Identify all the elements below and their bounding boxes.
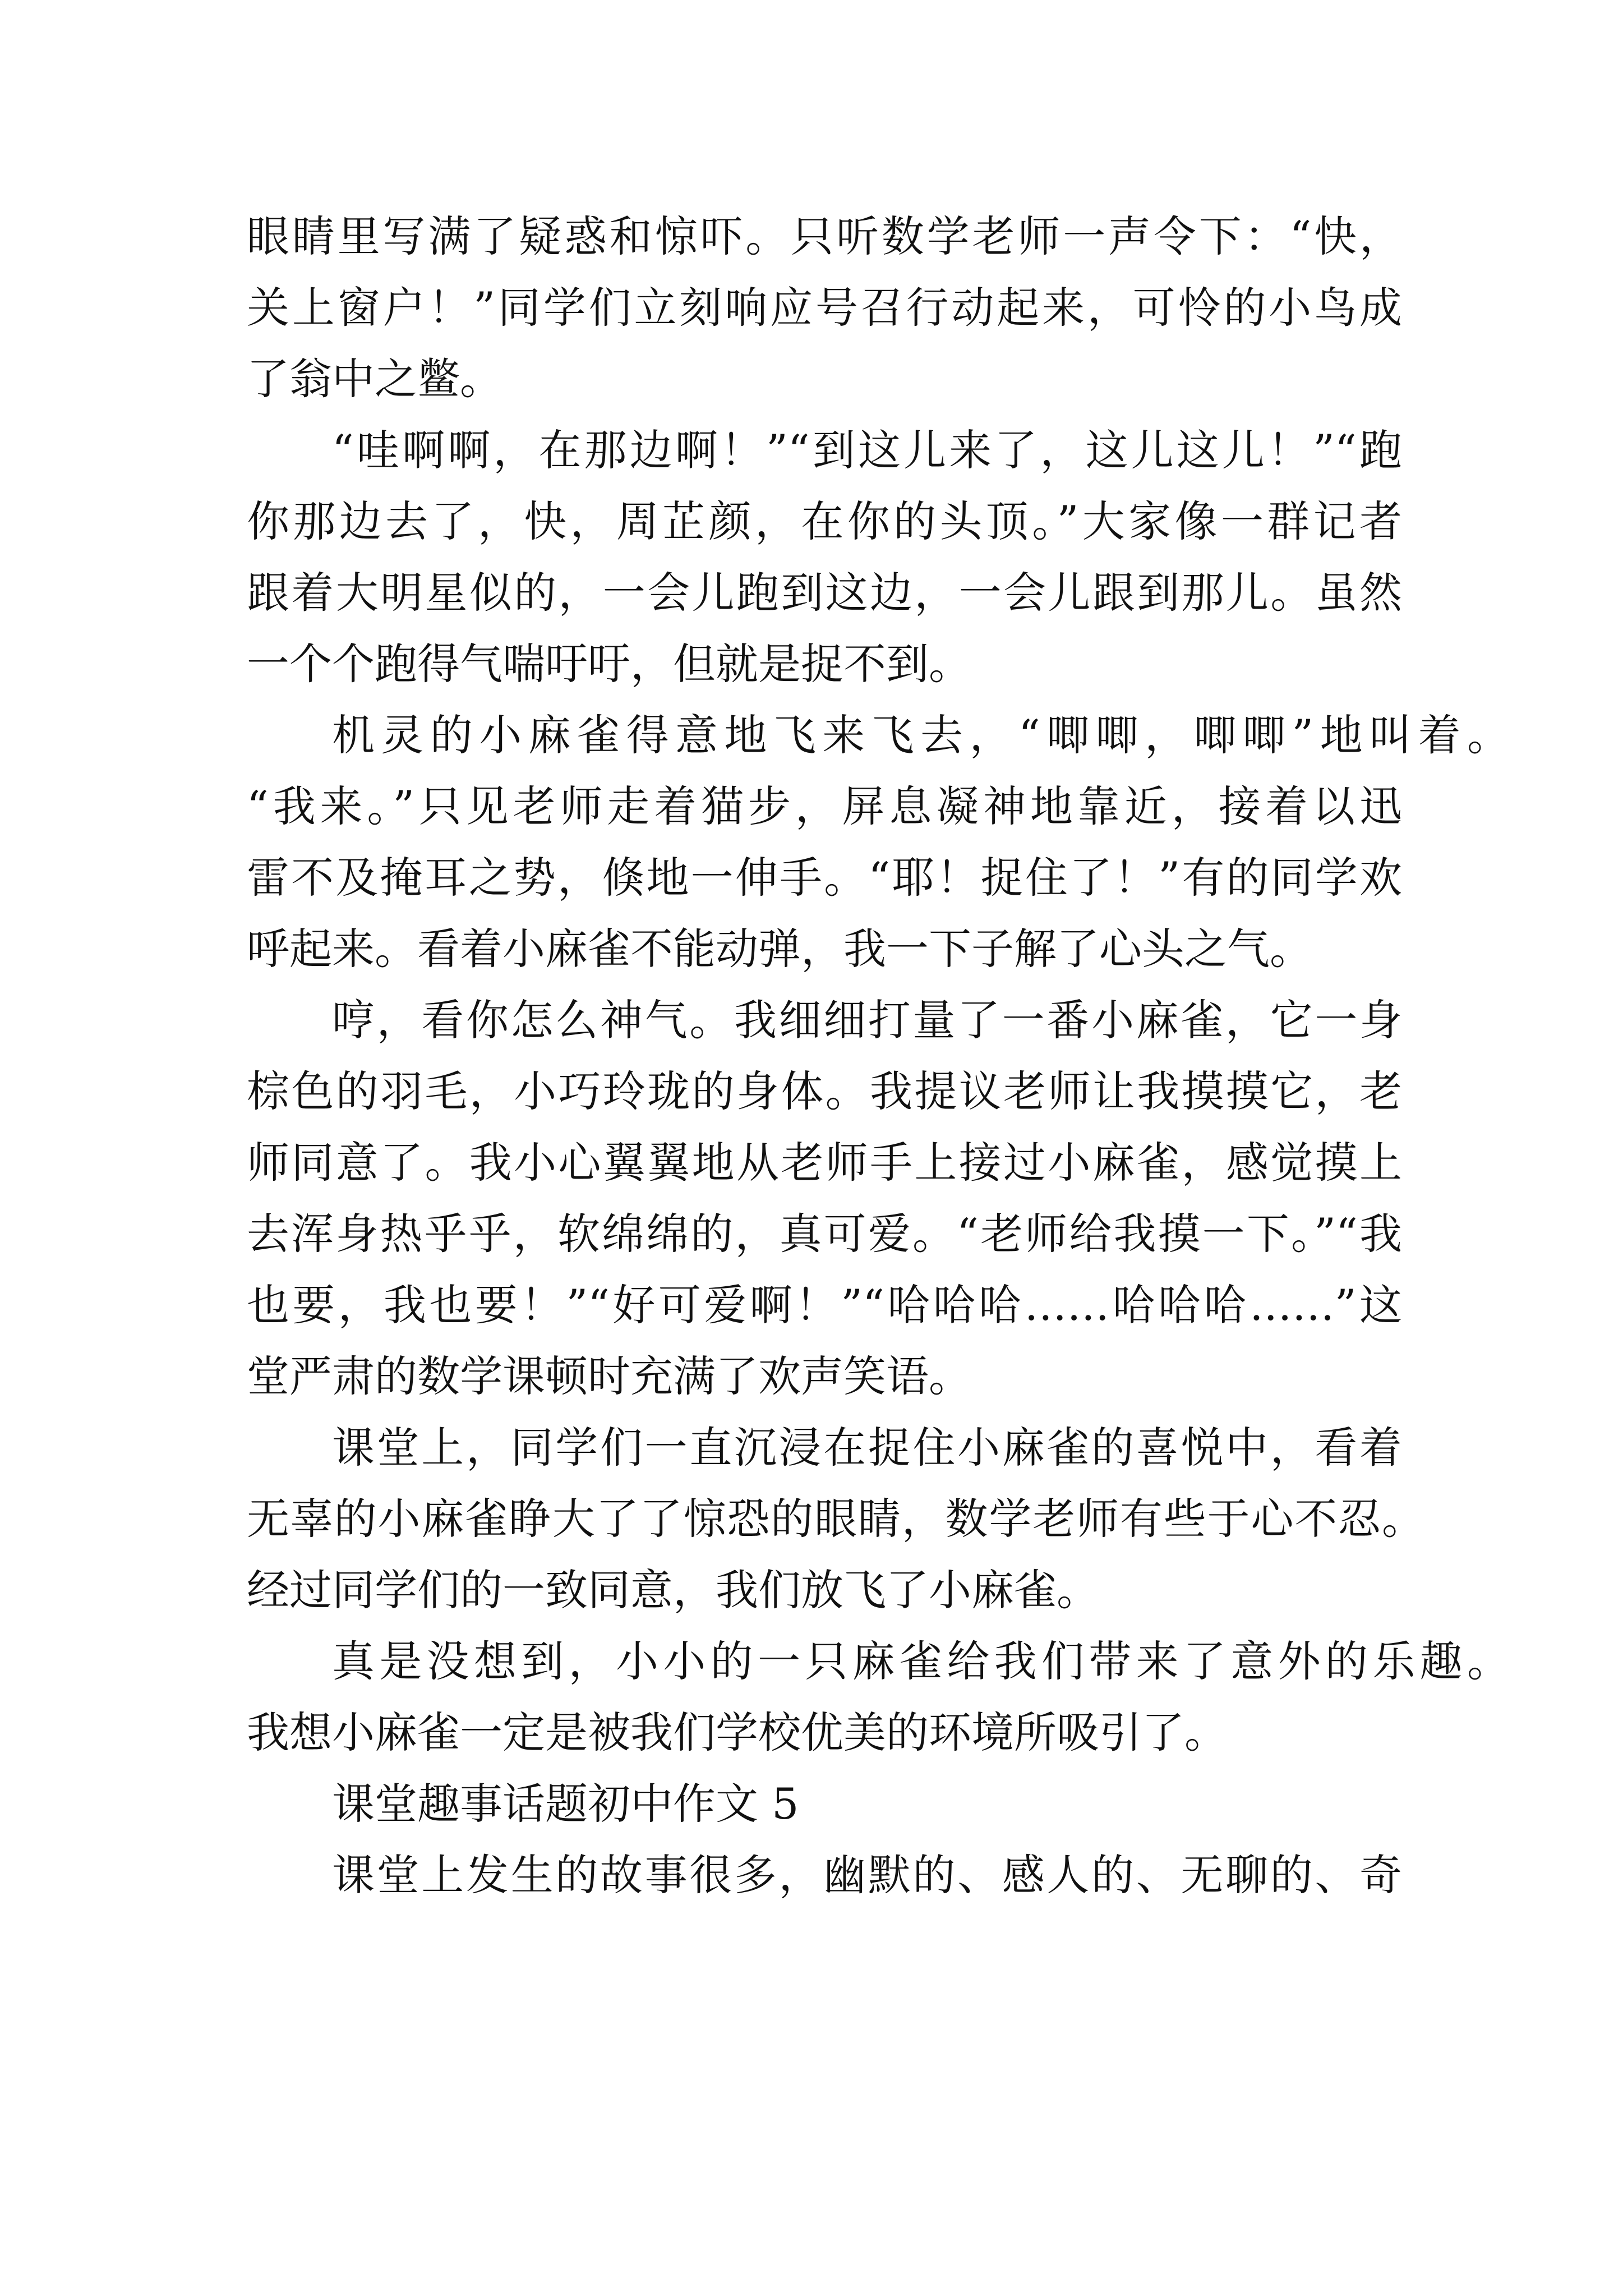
text-line: “哇啊啊，在那边啊！”“到这儿来了，这儿这儿！”“跑	[332, 425, 1402, 475]
text-line: 一个个跑得气喘吁吁，但就是捉不到。	[247, 639, 971, 689]
text-line: 我想小麻雀一定是被我们学校优美的环境所吸引了。	[247, 1708, 1227, 1757]
text-line: 呼起来。看着小麻雀不能动弹，我一下子解了心头之气。	[247, 924, 1312, 974]
text-line: 了翁中之鳖。	[247, 354, 502, 404]
text-line: 跟着大明星似的，一会儿跑到这边，一会儿跟到那儿。虽然	[247, 568, 1402, 618]
text-line: 堂严肃的数学课顿时充满了欢声笑语。	[247, 1351, 971, 1401]
text-line: 真是没想到，小小的一只麻雀给我们带来了意外的乐趣。	[332, 1636, 1510, 1686]
body-text	[247, 201, 1510, 1911]
text-line: 机灵的小麻雀得意地飞来飞去，“唧唧，唧唧”地叫着。	[332, 710, 1510, 760]
text-line: 经过同学们的一致同意，我们放飞了小麻雀。	[247, 1565, 1099, 1615]
text-line: 你那边去了，快，周芷颜，在你的头顶。”大家像一群记者	[247, 496, 1402, 546]
text-line: 课堂上发生的故事很多，幽默的、感人的、无聊的、奇	[332, 1850, 1402, 1900]
text-line: “我来。”只见老师走着猫步，屏息凝神地靠近，接着以迅	[247, 781, 1402, 831]
section-heading: 课堂趣事话题初中作文 5	[332, 1779, 799, 1829]
text-line: 师同意了。我小心翼翼地从老师手上接过小麻雀，感觉摸上	[247, 1138, 1402, 1188]
text-line: 关上窗户！”同学们立刻响应号召行动起来，可怜的小鸟成	[247, 283, 1402, 333]
text-line: 无辜的小麻雀睁大了了惊恐的眼睛，数学老师有些于心不忍。	[247, 1494, 1424, 1544]
text-line: 课堂上，同学们一直沉浸在捉住小麻雀的喜悦中，看着	[332, 1423, 1402, 1473]
text-line: 去浑身热乎乎，软绵绵的，真可爱。“老师给我摸一下。”“我	[247, 1209, 1402, 1259]
text-line: 哼，看你怎么神气。我细细打量了一番小麻雀，它一身	[332, 995, 1402, 1045]
text-line: 雷不及掩耳之势，倏地一伸手。“耶！捉住了！”有的同学欢	[247, 853, 1402, 903]
text-line: 眼睛里写满了疑惑和惊吓。只听数学老师一声令下：“快，	[247, 211, 1402, 261]
text-line: 棕色的羽毛，小巧玲珑的身体。我提议老师让我摸摸它，老	[247, 1066, 1402, 1116]
text-line: 也要，我也要！”“好可爱啊！”“哈哈哈……哈哈哈……”这	[247, 1280, 1402, 1330]
